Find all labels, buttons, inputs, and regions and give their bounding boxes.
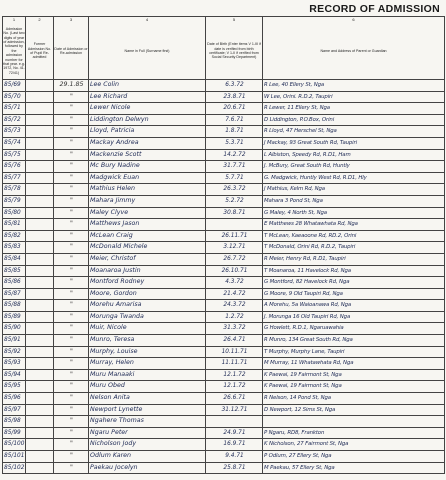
former-admission-no-cell	[26, 451, 54, 463]
admission-date-cell: "	[54, 126, 89, 138]
parent-guardian-cell: J Mathius, Kelm Rd, Nga	[263, 184, 445, 196]
table-row	[3, 265, 445, 277]
admission-no-cell: 85/99	[3, 427, 26, 439]
admission-date-cell: "	[54, 381, 89, 393]
date-of-birth-cell: 25.8.71	[206, 462, 263, 474]
date-of-birth-cell	[206, 219, 263, 231]
admission-rows	[3, 80, 445, 474]
admission-date-cell: "	[54, 253, 89, 265]
date-of-birth-cell: 24.9.71	[206, 427, 263, 439]
pupil-name-cell: Nicholson Jody	[89, 439, 206, 451]
pupil-name-cell: Montford Rodney	[89, 277, 206, 289]
column-header-row	[3, 23, 445, 80]
pupil-name-cell: Murphy, Louise	[89, 346, 206, 358]
parent-guardian-cell: R Lewer, 11 Ellery St, Nga	[263, 103, 445, 115]
table-row	[3, 126, 445, 138]
date-of-birth-cell: 31.3.72	[206, 323, 263, 335]
date-of-birth-cell: 24.3.72	[206, 300, 263, 312]
admission-no-cell: 85/93	[3, 358, 26, 370]
parent-guardian-cell: E Matthews 28 Whatawhata Rd, Nga	[263, 219, 445, 231]
pupil-name-cell: McLean Craig	[89, 230, 206, 242]
date-of-birth-cell: 21.4.72	[206, 288, 263, 300]
former-admission-no-cell	[26, 311, 54, 323]
date-of-birth-cell: 10.11.71	[206, 346, 263, 358]
former-admission-no-cell	[26, 219, 54, 231]
pupil-name-cell: Muir, Nicole	[89, 323, 206, 335]
admission-date-cell: "	[54, 172, 89, 184]
admission-date-cell: "	[54, 311, 89, 323]
admission-no-cell: 85/91	[3, 335, 26, 347]
admission-table	[2, 16, 445, 474]
former-admission-no-cell	[26, 381, 54, 393]
parent-guardian-cell: K Nicholson, 27 Fairmont St, Nga	[263, 439, 445, 451]
date-of-birth-cell: 6.3.72	[206, 80, 263, 92]
date-of-birth-cell: 23.8.71	[206, 91, 263, 103]
parent-guardian-cell: T McDonald, Orini Rd, R.D.2, Taupiri	[263, 242, 445, 254]
date-of-birth-cell: 31.12.71	[206, 404, 263, 416]
former-admission-no-cell	[26, 137, 54, 149]
parent-guardian-cell: T McLean, Kaeaoone Rd, RD.2, Orini	[263, 230, 445, 242]
former-admission-no-cell	[26, 242, 54, 254]
admission-date-cell: "	[54, 427, 89, 439]
header-admission-no: Admission No. (Last two digits of year of admission, followed by the admission number for that year. e.g. 1972, No. 41. 72/41)	[3, 23, 26, 80]
parent-guardian-cell: R Lee, 40 Ellery St, Nga	[263, 80, 445, 92]
former-admission-no-cell	[26, 277, 54, 289]
date-of-birth-cell: 1.8.71	[206, 126, 263, 138]
parent-guardian-cell: P Ngaru, RD8, Frankton	[263, 427, 445, 439]
date-of-birth-cell: 26.6.71	[206, 393, 263, 405]
pupil-name-cell: Morehu Amarisa	[89, 300, 206, 312]
table-row	[3, 427, 445, 439]
admission-no-cell: 85/70	[3, 91, 26, 103]
pupil-name-cell: Muru Manaaki	[89, 369, 206, 381]
date-of-birth-cell: 5.7.71	[206, 172, 263, 184]
parent-guardian-cell: G Montford, 82 Havelock Rd, Nga	[263, 277, 445, 289]
former-admission-no-cell	[26, 172, 54, 184]
admission-date-cell: "	[54, 300, 89, 312]
admission-no-cell: 85/72	[3, 114, 26, 126]
parent-guardian-cell: K Paewai, 19 Fairmont St, Nga	[263, 381, 445, 393]
parent-guardian-cell: L Albiston, Speedy Rd, R.D1, Ham	[263, 149, 445, 161]
date-of-birth-cell: 26.4.71	[206, 335, 263, 347]
admission-no-cell: 85/98	[3, 416, 26, 428]
pupil-name-cell: Mackay Andrea	[89, 137, 206, 149]
former-admission-no-cell	[26, 114, 54, 126]
former-admission-no-cell	[26, 161, 54, 173]
former-admission-no-cell	[26, 91, 54, 103]
admission-no-cell: 85/71	[3, 103, 26, 115]
pupil-name-cell: Lewer Nicole	[89, 103, 206, 115]
parent-guardian-cell: G Howlett, R.D.1, Ngaruawahia	[263, 323, 445, 335]
former-admission-no-cell	[26, 369, 54, 381]
date-of-birth-cell: 16.9.71	[206, 439, 263, 451]
pupil-name-cell: Moore, Gordon	[89, 288, 206, 300]
date-of-birth-cell: 12.1.72	[206, 381, 263, 393]
former-admission-no-cell	[26, 103, 54, 115]
table-row	[3, 358, 445, 370]
admission-date-cell: "	[54, 439, 89, 451]
table-row	[3, 161, 445, 173]
table-row	[3, 439, 445, 451]
pupil-name-cell: Lloyd, Patricia	[89, 126, 206, 138]
former-admission-no-cell	[26, 126, 54, 138]
pupil-name-cell: Nelson Anita	[89, 393, 206, 405]
admission-date-cell: "	[54, 114, 89, 126]
table-row	[3, 369, 445, 381]
pupil-name-cell: Maley Clyve	[89, 207, 206, 219]
admission-no-cell: 85/81	[3, 219, 26, 231]
date-of-birth-cell: 26.10.71	[206, 265, 263, 277]
table-row	[3, 462, 445, 474]
table-row	[3, 416, 445, 428]
pupil-name-cell: Madgwick Euan	[89, 172, 206, 184]
pupil-name-cell: Lee Colin	[89, 80, 206, 92]
former-admission-no-cell	[26, 346, 54, 358]
table-row	[3, 114, 445, 126]
pupil-name-cell: Matthews Jason	[89, 219, 206, 231]
header-date-of-birth: Date of Birth (Enter items V 1-III if date is verified from birth certificate; V 1-II if verified from Social Security Department)	[206, 23, 263, 80]
admission-date-cell: "	[54, 219, 89, 231]
parent-guardian-cell: J. Morunga 16 Old Taupiri Rd, Nga	[263, 311, 445, 323]
admission-no-cell: 85/100	[3, 439, 26, 451]
parent-guardian-cell	[263, 416, 445, 428]
admission-no-cell: 85/92	[3, 346, 26, 358]
admission-no-cell: 85/69	[3, 80, 26, 92]
table-row	[3, 393, 445, 405]
table-row	[3, 346, 445, 358]
table-row	[3, 253, 445, 265]
former-admission-no-cell	[26, 80, 54, 92]
parent-guardian-cell: W Lee, Orini. R.D.2, Taupiri	[263, 91, 445, 103]
admission-no-cell: 85/82	[3, 230, 26, 242]
former-admission-no-cell	[26, 323, 54, 335]
date-of-birth-cell: 26.11.71	[206, 230, 263, 242]
date-of-birth-cell: 1.2.72	[206, 311, 263, 323]
date-of-birth-cell: 14.2.72	[206, 149, 263, 161]
column-number: 4	[89, 17, 206, 24]
pupil-name-cell: Moanaroa Justin	[89, 265, 206, 277]
admission-no-cell: 85/85	[3, 265, 26, 277]
former-admission-no-cell	[26, 404, 54, 416]
pupil-name-cell: Muru Obed	[89, 381, 206, 393]
column-number: 5	[206, 17, 263, 24]
admission-no-cell: 85/101	[3, 451, 26, 463]
admission-date-cell: "	[54, 230, 89, 242]
parent-guardian-cell: G. Madgwick, Huntly West Rd, R.D1, Hly	[263, 172, 445, 184]
table-row	[3, 300, 445, 312]
table-row	[3, 172, 445, 184]
admission-date-cell: "	[54, 137, 89, 149]
pupil-name-cell: Ngaru Peter	[89, 427, 206, 439]
parent-guardian-cell: G Maley, 4 North St, Nga	[263, 207, 445, 219]
page-title: RECORD OF ADMISSION	[309, 3, 440, 15]
parent-guardian-cell: J Mackay, 93 Great South Rd, Taupiri	[263, 137, 445, 149]
table-row	[3, 207, 445, 219]
admission-date-cell: "	[54, 323, 89, 335]
pupil-name-cell: Paekau Jocelyn	[89, 462, 206, 474]
admission-no-cell: 85/76	[3, 161, 26, 173]
admission-date-cell: "	[54, 346, 89, 358]
former-admission-no-cell	[26, 427, 54, 439]
former-admission-no-cell	[26, 230, 54, 242]
pupil-name-cell: McDonald Michele	[89, 242, 206, 254]
date-of-birth-cell: 7.6.71	[206, 114, 263, 126]
pupil-name-cell: Murray, Helen	[89, 358, 206, 370]
table-row	[3, 311, 445, 323]
admission-date-cell: "	[54, 416, 89, 428]
date-of-birth-cell: 12.1.72	[206, 369, 263, 381]
table-row	[3, 80, 445, 92]
table-row	[3, 149, 445, 161]
admission-date-cell: "	[54, 369, 89, 381]
parent-guardian-cell: R Munro, 134 Great South Rd, Nga	[263, 335, 445, 347]
parent-guardian-cell: R Meier, Henry Rd, R.D1, Taupiri	[263, 253, 445, 265]
parent-guardian-cell: A Morehu, 5a Waioanawa Rd, Nga	[263, 300, 445, 312]
admission-date-cell: "	[54, 393, 89, 405]
admission-date-cell: "	[54, 184, 89, 196]
former-admission-no-cell	[26, 149, 54, 161]
pupil-name-cell: Mahara Jimmy	[89, 195, 206, 207]
parent-guardian-cell: Mahara 3 Pond St, Nga	[263, 195, 445, 207]
parent-guardian-cell: J. McBury, Great South Rd, Huntly	[263, 161, 445, 173]
admission-date-cell: "	[54, 91, 89, 103]
admission-no-cell: 85/89	[3, 311, 26, 323]
parent-guardian-cell: G Moore, 9 Old Taupiri Rd, Nga	[263, 288, 445, 300]
admission-date-cell: "	[54, 358, 89, 370]
parent-guardian-cell: D Newport, 12 Sims St, Nga	[263, 404, 445, 416]
date-of-birth-cell: 31.7.71	[206, 161, 263, 173]
parent-guardian-cell: T Murphy, Murphy Lane, Taupiri	[263, 346, 445, 358]
admission-no-cell: 85/84	[3, 253, 26, 265]
former-admission-no-cell	[26, 439, 54, 451]
parent-guardian-cell: R Nelson, 14 Pond St, Nga	[263, 393, 445, 405]
admission-no-cell: 85/90	[3, 323, 26, 335]
table-row	[3, 195, 445, 207]
admission-no-cell: 85/95	[3, 381, 26, 393]
pupil-name-cell: Mackenzie Scott	[89, 149, 206, 161]
header-parent-guardian: Name and Address of Parent or Guardian	[263, 23, 445, 80]
pupil-name-cell: Mathius Helen	[89, 184, 206, 196]
admission-date-cell: "	[54, 451, 89, 463]
pupil-name-cell: Morunga Twanda	[89, 311, 206, 323]
date-of-birth-cell	[206, 416, 263, 428]
column-number: 2	[26, 17, 54, 24]
date-of-birth-cell: 11.11.71	[206, 358, 263, 370]
column-number: 6	[263, 17, 445, 24]
parent-guardian-cell: M Paekau, 57 Ellery St, Nga	[263, 462, 445, 474]
table-row	[3, 277, 445, 289]
date-of-birth-cell: 20.6.71	[206, 103, 263, 115]
admission-date-cell: "	[54, 195, 89, 207]
parent-guardian-cell: T Moanaroa, 11 Havelock Rd, Nga	[263, 265, 445, 277]
admission-no-cell: 85/75	[3, 149, 26, 161]
former-admission-no-cell	[26, 195, 54, 207]
table-row	[3, 91, 445, 103]
pupil-name-cell: Ngahere Thomas	[89, 416, 206, 428]
table-row	[3, 335, 445, 347]
table-row	[3, 381, 445, 393]
admission-date-cell: "	[54, 207, 89, 219]
admission-no-cell: 85/73	[3, 126, 26, 138]
admission-date-cell: "	[54, 288, 89, 300]
admission-date-cell: "	[54, 103, 89, 115]
date-of-birth-cell: 5.2.72	[206, 195, 263, 207]
former-admission-no-cell	[26, 335, 54, 347]
former-admission-no-cell	[26, 184, 54, 196]
date-of-birth-cell: 5.3.71	[206, 137, 263, 149]
former-admission-no-cell	[26, 416, 54, 428]
date-of-birth-cell: 26.3.72	[206, 184, 263, 196]
former-admission-no-cell	[26, 253, 54, 265]
table-row	[3, 137, 445, 149]
parent-guardian-cell: M Murray, 11 Whatawhata Rd, Nga	[263, 358, 445, 370]
former-admission-no-cell	[26, 265, 54, 277]
pupil-name-cell: Munro, Teresa	[89, 335, 206, 347]
table-row	[3, 103, 445, 115]
pupil-name-cell: Odlum Karen	[89, 451, 206, 463]
admission-date-cell: "	[54, 277, 89, 289]
admission-no-cell: 85/79	[3, 195, 26, 207]
former-admission-no-cell	[26, 393, 54, 405]
admission-no-cell: 85/94	[3, 369, 26, 381]
admission-no-cell: 85/80	[3, 207, 26, 219]
former-admission-no-cell	[26, 358, 54, 370]
table-row	[3, 323, 445, 335]
pupil-name-cell: Meier, Christof	[89, 253, 206, 265]
date-of-birth-cell: 30.8.71	[206, 207, 263, 219]
former-admission-no-cell	[26, 207, 54, 219]
admission-no-cell: 85/87	[3, 288, 26, 300]
pupil-name-cell: Newport Lynette	[89, 404, 206, 416]
table-row	[3, 230, 445, 242]
former-admission-no-cell	[26, 462, 54, 474]
parent-guardian-cell: P Odlum, 27 Ellery St, Nga	[263, 451, 445, 463]
pupil-name-cell: Lee Richard	[89, 91, 206, 103]
parent-guardian-cell: K Paewai, 19 Fairmont St, Nga	[263, 369, 445, 381]
admission-date-cell: "	[54, 161, 89, 173]
admission-date-cell: "	[54, 462, 89, 474]
admission-no-cell: 85/86	[3, 277, 26, 289]
table-row	[3, 242, 445, 254]
admission-date-cell: "	[54, 335, 89, 347]
admission-date-cell: "	[54, 149, 89, 161]
parent-guardian-cell: R Lloyd, 47 Herschel St, Nga	[263, 126, 445, 138]
date-of-birth-cell: 26.7.72	[206, 253, 263, 265]
column-number: 1	[3, 17, 26, 24]
table-row	[3, 288, 445, 300]
admission-date-cell: "	[54, 404, 89, 416]
admission-date-cell: "	[54, 265, 89, 277]
admission-no-cell: 85/83	[3, 242, 26, 254]
admission-no-cell: 85/77	[3, 172, 26, 184]
former-admission-no-cell	[26, 300, 54, 312]
column-number: 3	[54, 17, 89, 24]
admission-no-cell: 85/96	[3, 393, 26, 405]
date-of-birth-cell: 3.12.71	[206, 242, 263, 254]
date-of-birth-cell: 4.3.72	[206, 277, 263, 289]
admission-no-cell: 85/78	[3, 184, 26, 196]
header-former-admission-no: Former Admission No. of Pupil Re-admitted	[26, 23, 54, 80]
table-row	[3, 219, 445, 231]
pupil-name-cell: Liddington Delwyn	[89, 114, 206, 126]
admission-date-cell: 29.1.85	[54, 80, 89, 92]
table-row	[3, 451, 445, 463]
admission-no-cell: 85/97	[3, 404, 26, 416]
header-date-of-admission: Date of Admission or Re-admission	[54, 23, 89, 80]
date-of-birth-cell: 9.4.71	[206, 451, 263, 463]
parent-guardian-cell: D Liddington, P.O.Box, Orini	[263, 114, 445, 126]
table-row	[3, 404, 445, 416]
admission-no-cell: 85/88	[3, 300, 26, 312]
former-admission-no-cell	[26, 288, 54, 300]
admission-date-cell: "	[54, 242, 89, 254]
admission-no-cell: 85/102	[3, 462, 26, 474]
header-name-in-full: Name in Full (Surname first)	[89, 23, 206, 80]
table-row	[3, 184, 445, 196]
admission-no-cell: 85/74	[3, 137, 26, 149]
pupil-name-cell: Mc Bury Nadine	[89, 161, 206, 173]
